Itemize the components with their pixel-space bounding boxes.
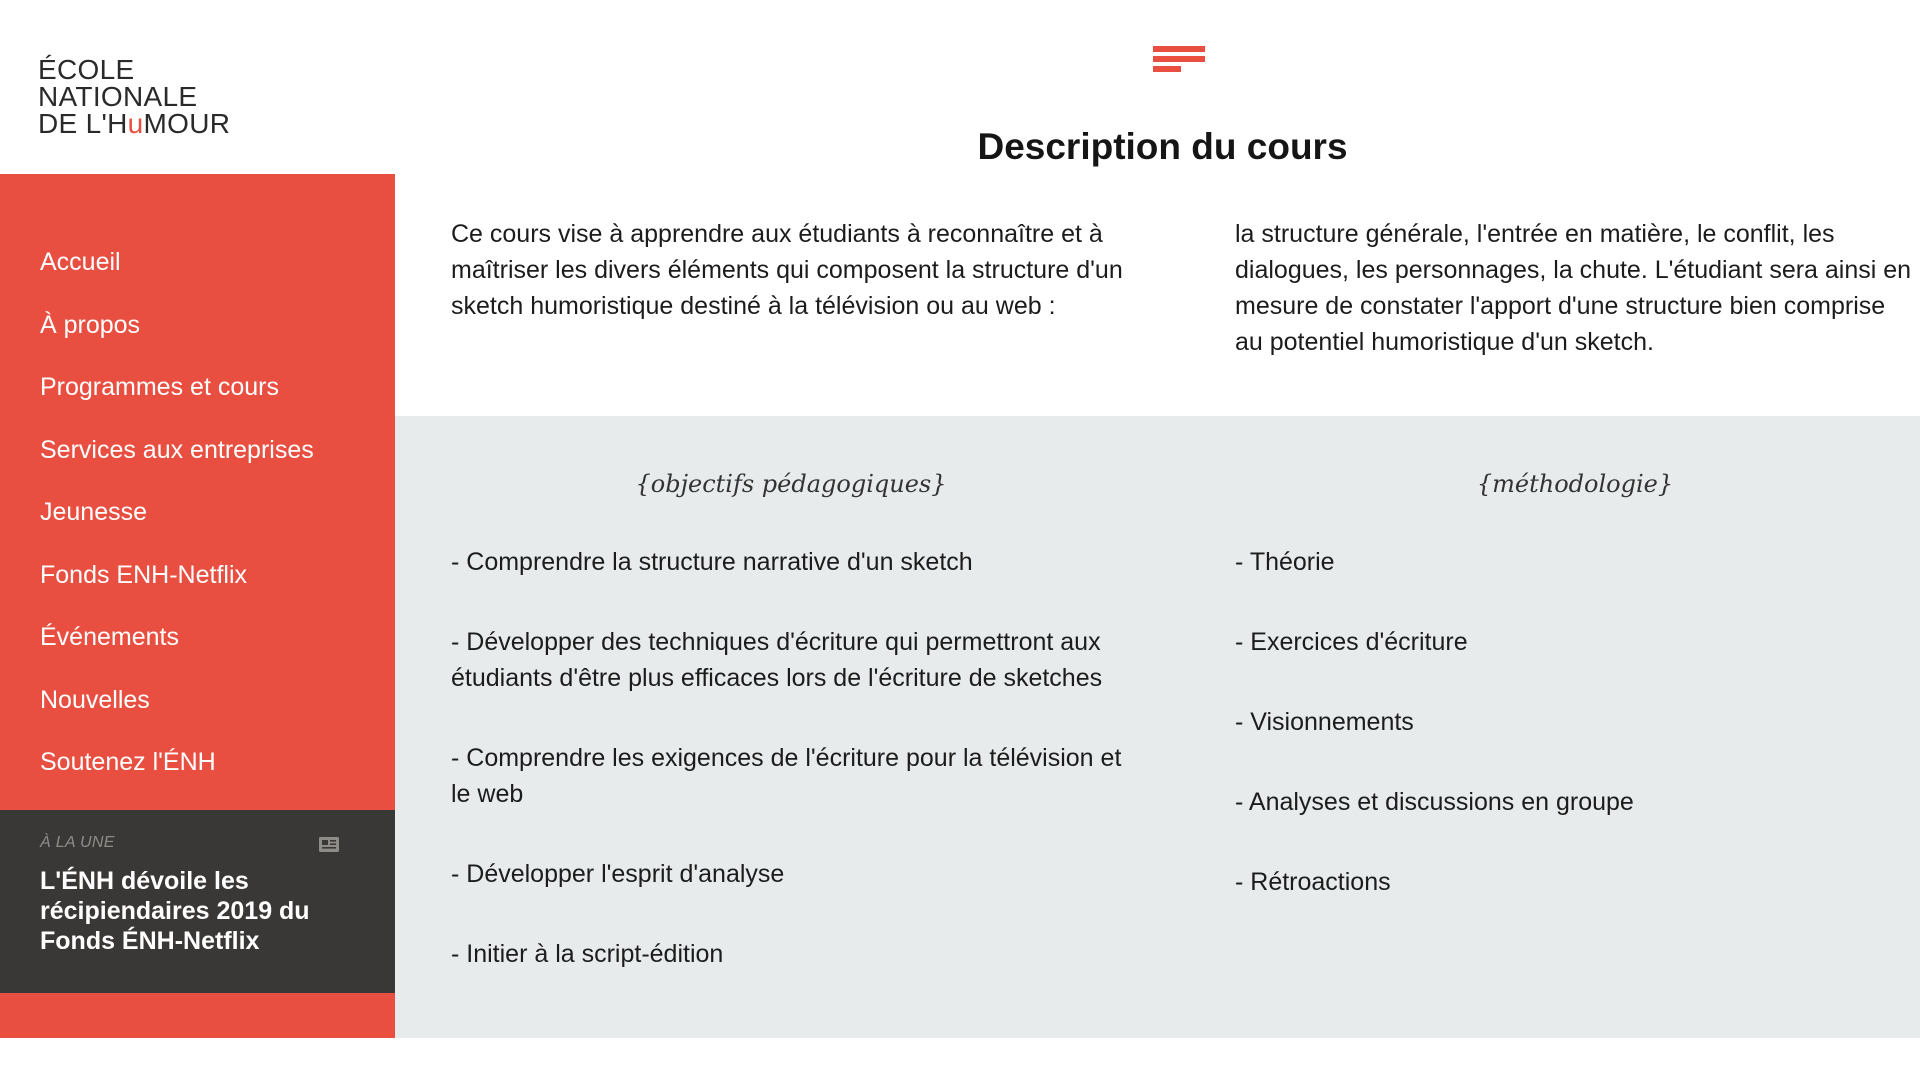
nav-item-jeunesse[interactable]: Jeunesse — [40, 498, 148, 526]
main-nav — [0, 174, 395, 810]
nav-item-soutenez[interactable]: Soutenez l'ÉNH — [40, 748, 216, 776]
logo-smile-u: u — [127, 108, 144, 139]
list-item: - Théorie — [1235, 548, 1335, 576]
list-item: - Comprendre les exigences de l'écriture pour la télévision et le web — [451, 744, 1122, 808]
enh-logo[interactable] — [38, 56, 230, 137]
featured-news[interactable] — [0, 810, 395, 993]
description-right: la structure générale, l'entrée en matière, le conflit, les dialogues, les personnages, la chute. L'étudiant sera ainsi en mesure de constater l'apport d'une structure bien comprise au potentiel humoristique d'un sketch. — [1235, 220, 1912, 356]
nav-item-a-propos[interactable]: À propos — [40, 310, 141, 339]
sidebar — [0, 0, 395, 1080]
course-details-section — [395, 416, 1920, 1038]
nav-item-accueil[interactable]: Accueil — [40, 248, 121, 276]
list-item: - Initier à la script-édition — [451, 940, 724, 968]
logo-line-3-prefix: DE L'H — [38, 108, 128, 139]
list-item: - Visionnements — [1235, 708, 1414, 736]
list-item: - Développer des techniques d'écriture qui permettront aux étudiants d'être plus efficaces lors de l'écriture de sketches — [451, 628, 1103, 692]
logo-line-2: NATIONALE — [38, 81, 198, 112]
sidebar-bottom-strip — [0, 993, 395, 1038]
featured-tag: À LA UNE — [40, 834, 115, 851]
nav-item-fonds-netflix[interactable]: Fonds ENH-Netflix — [40, 560, 247, 589]
featured-title[interactable]: L'ÉNH dévoile les récipiendaires 2019 du Fonds ÉNH-Netflix — [40, 867, 310, 955]
nav-item-nouvelles[interactable]: Nouvelles — [40, 685, 150, 714]
description-left: Ce cours vise à apprendre aux étudiants à reconnaître et à maîtriser les divers éléments qui composent la structure d'un sketch humoristique destiné à la télévision ou au web : — [451, 220, 1123, 320]
nav-item-evenements[interactable]: Événements — [40, 623, 179, 651]
news-icon — [319, 836, 339, 853]
logo-line-3 — [38, 110, 230, 137]
nav-item-services-entreprises[interactable]: Services aux entreprises — [40, 435, 314, 464]
hamburger-menu-icon[interactable] — [1153, 46, 1205, 78]
main-content — [395, 0, 1920, 1080]
list-item: - Analyses et discussions en groupe — [1235, 788, 1634, 816]
objectives-list — [451, 544, 1131, 1016]
logo-line-1: ÉCOLE — [38, 54, 135, 85]
page-title: Description du cours — [977, 126, 1348, 167]
list-item: - Développer l'esprit d'analyse — [451, 860, 785, 888]
list-item: - Exercices d'écriture — [1235, 628, 1468, 656]
nav-item-programmes[interactable]: Programmes et cours — [40, 373, 279, 401]
methodology-heading: {méthodologie} — [1476, 470, 1674, 498]
list-item: - Comprendre la structure narrative d'un sketch — [451, 548, 973, 576]
list-item: - Rétroactions — [1235, 868, 1391, 896]
objectives-heading: {objectifs pédagogiques} — [635, 470, 947, 498]
methodology-list — [1235, 544, 1915, 944]
logo-line-3-suffix: MOUR — [143, 108, 231, 139]
